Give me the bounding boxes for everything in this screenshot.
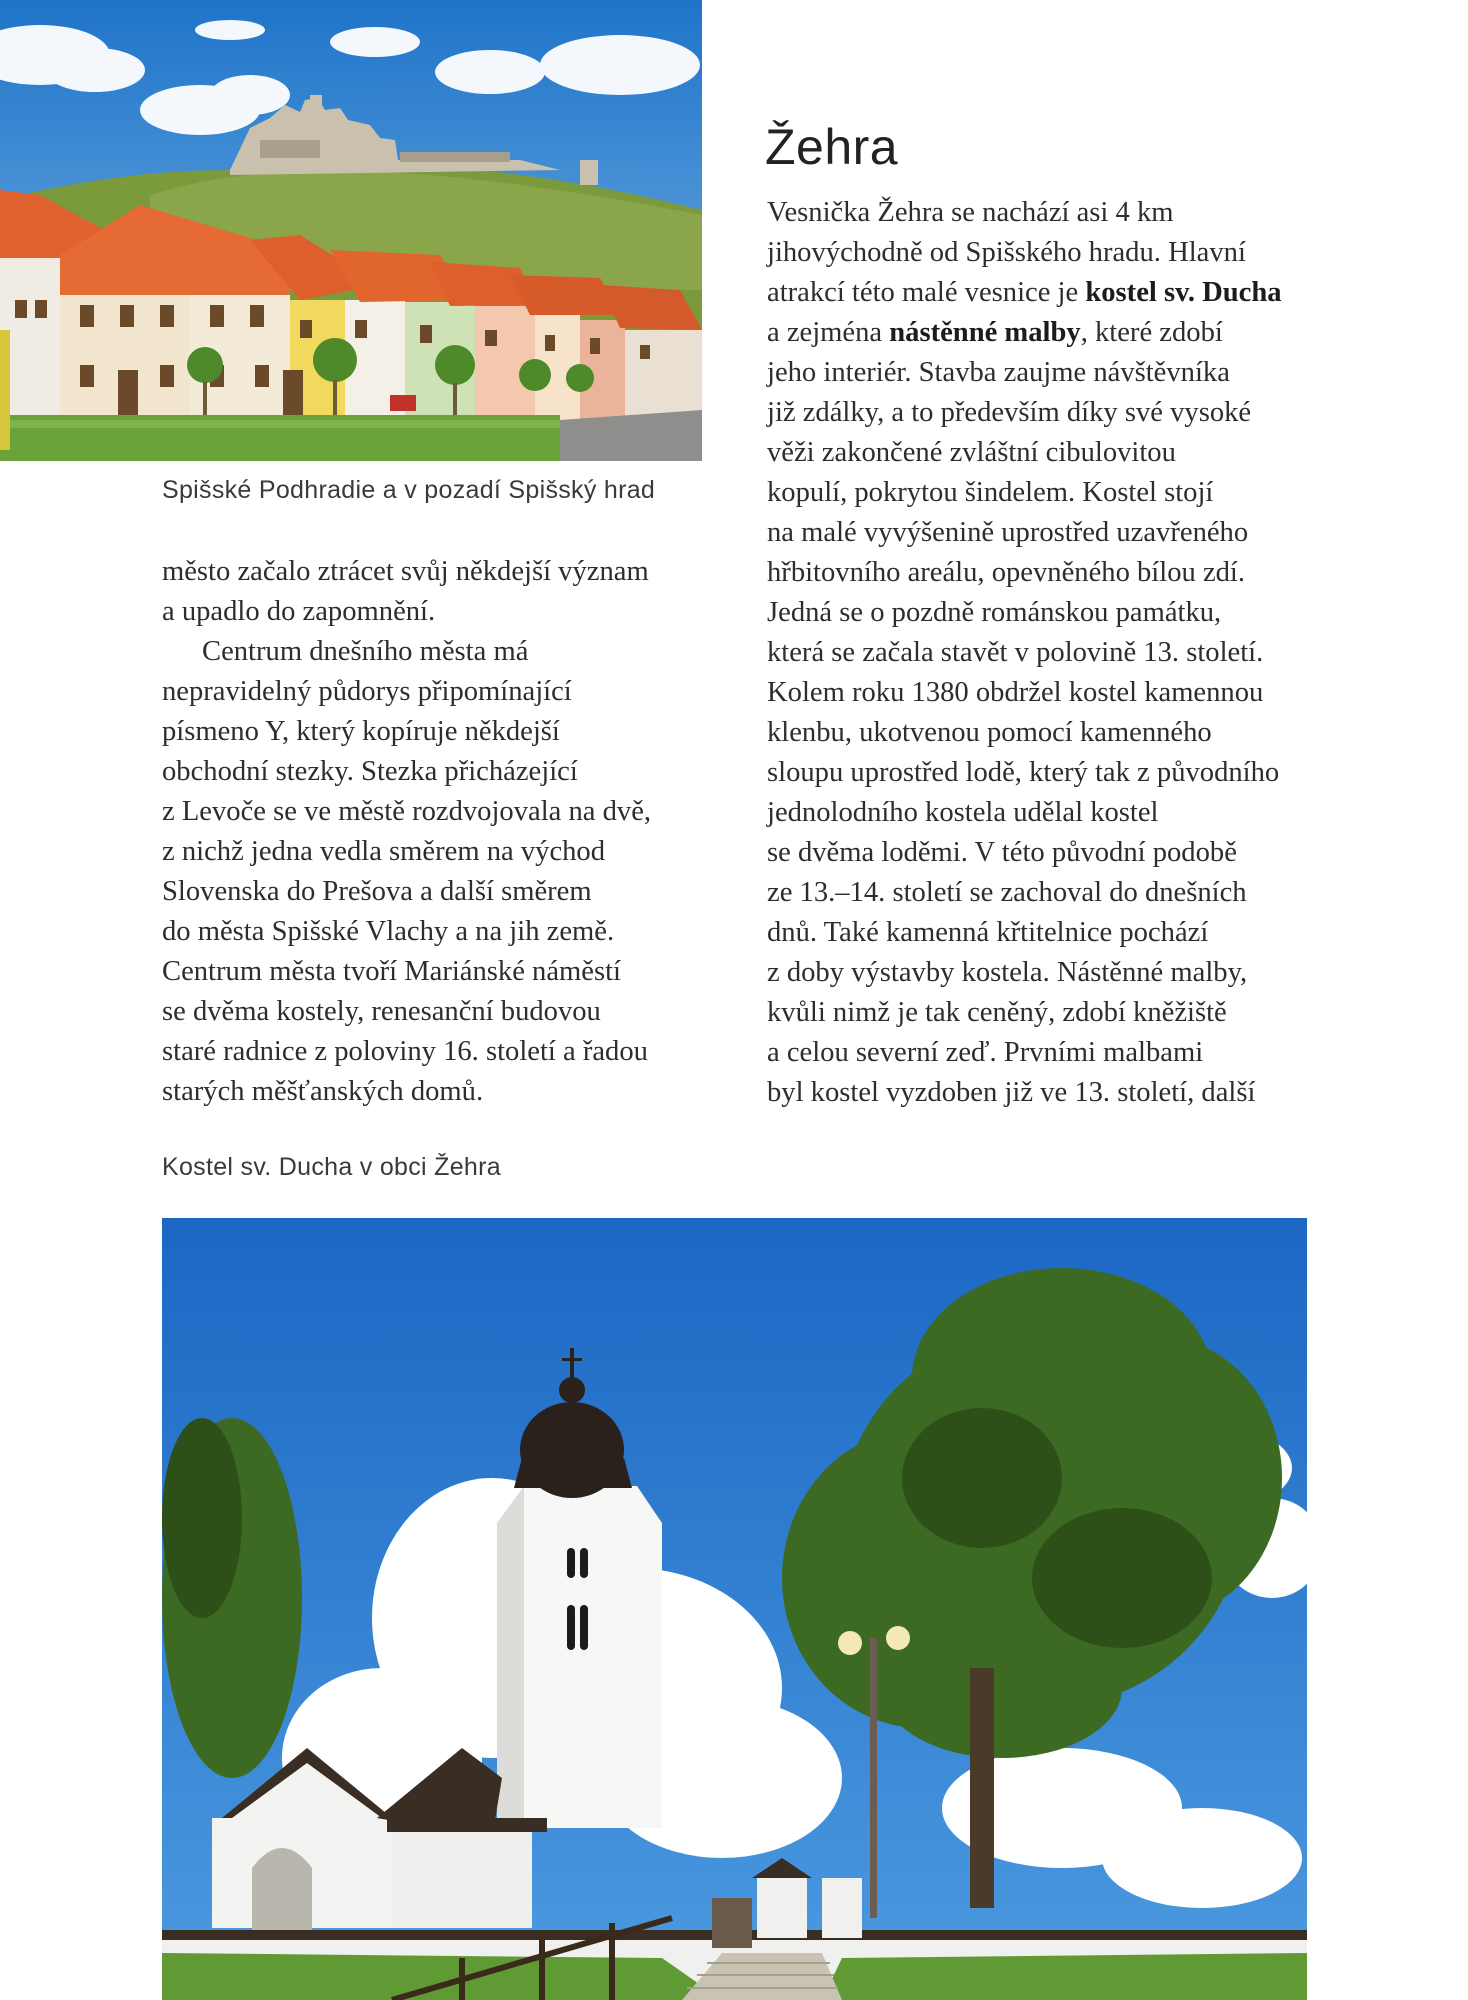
text-line: Centrum dnešního města má <box>202 636 529 667</box>
text-line: hřbitovního areálu, opevněného bílou zdí. <box>767 557 1246 588</box>
church-photo <box>162 1218 1307 2000</box>
text-line: kvůli nimž je tak ceněný, zdobí kněžiště <box>767 997 1227 1028</box>
text-line: již zdálky, a to především díky své vysoké <box>767 397 1252 428</box>
text-line: nepravidelný půdorys připomínající <box>162 676 572 707</box>
text-line: jihovýchodně od Spišského hradu. Hlavní <box>767 237 1246 268</box>
bold-term-murals: nástěnné malby <box>889 317 1081 348</box>
text-line: a celou severní zeď. Prvními malbami <box>767 1037 1204 1068</box>
text-line: z nichž jedna vedla směrem na východ <box>162 836 606 867</box>
text-line: a upadlo do zapomnění. <box>162 596 436 627</box>
text-line: byl kostel vyzdoben již ve 13. století, další <box>767 1077 1256 1108</box>
text-line: Slovenska do Prešova a další směrem <box>162 876 592 907</box>
text-line: město začalo ztrácet svůj někdejší význam <box>162 556 649 587</box>
text-fragment: a zejména <box>767 317 883 348</box>
text-line: z Levoče se ve městě rozdvojovala na dvě, <box>162 796 652 827</box>
town-castle-photo <box>0 0 702 461</box>
text-line: z doby výstavby kostela. Nástěnné malby, <box>767 957 1248 988</box>
text-line: se dvěma loděmi. V této původní podobě <box>767 837 1237 868</box>
text-line: obchodní stezky. Stezka přicházející <box>162 756 578 787</box>
text-line: do města Spišské Vlachy a na jih země. <box>162 916 615 947</box>
text-line: písmeno Y, který kopíruje někdejší <box>162 716 560 747</box>
left-column-text <box>162 552 722 1112</box>
bold-term-church: kostel sv. Ducha <box>1085 277 1282 308</box>
text-line: klenbu, ukotvenou pomocí kamenného <box>767 717 1212 748</box>
text-line: věži zakončené zvláštní cibulovitou <box>767 437 1176 468</box>
text-line: Vesnička Žehra se nachází asi 4 km <box>767 197 1174 228</box>
top-photo-caption: Spišské Podhradie a v pozadí Spišský hrad <box>162 476 656 504</box>
text-line <box>767 313 1327 353</box>
text-line: která se začala stavět v polovině 13. století. <box>767 637 1264 668</box>
text-line: na malé vyvýšenině uprostřed uzavřeného <box>767 517 1249 548</box>
text-line: jednolodního kostela udělal kostel <box>767 797 1159 828</box>
text-line: kopulí, pokrytou šindelem. Kostel stojí <box>767 477 1214 508</box>
text-line: staré radnice z poloviny 16. století a řadou <box>162 1036 648 1067</box>
text-line: starých měšťanských domů. <box>162 1076 484 1107</box>
text-line: Jedná se o pozdně románskou památku, <box>767 597 1222 628</box>
text-fragment: , které zdobí <box>1080 317 1223 348</box>
text-fragment: atrakcí této malé vesnice je <box>767 277 1079 308</box>
right-column-text <box>767 193 1327 1113</box>
text-line <box>767 273 1327 313</box>
text-line: ze 13.–14. století se zachoval do dnešních <box>767 877 1247 908</box>
text-line: sloupu uprostřed lodě, který tak z původního <box>767 757 1280 788</box>
text-line: jeho interiér. Stavba zaujme návštěvníka <box>767 357 1230 388</box>
text-line: Centrum města tvoří Mariánské náměstí <box>162 956 621 987</box>
text-line: se dvěma kostely, renesanční budovou <box>162 996 601 1027</box>
bottom-photo-caption: Kostel sv. Ducha v obci Žehra <box>162 1153 501 1181</box>
text-line: dnů. Také kamenná křtitelnice pochází <box>767 917 1209 948</box>
section-heading: Žehra <box>765 119 899 175</box>
text-line: Kolem roku 1380 obdržel kostel kamennou <box>767 677 1264 708</box>
